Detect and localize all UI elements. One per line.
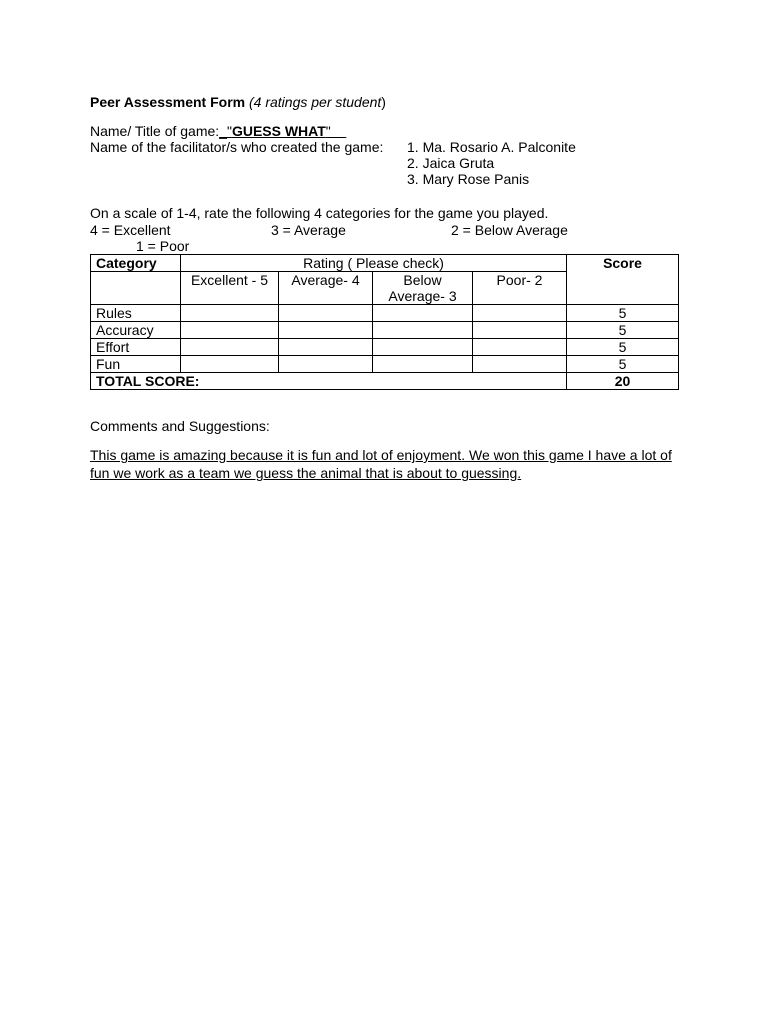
header-score: Score xyxy=(567,255,679,305)
facilitator-2: 2. Jaica Gruta xyxy=(407,155,495,171)
rating-table xyxy=(90,254,679,390)
row-score: 5 xyxy=(567,305,679,322)
rating-cell-below-average[interactable] xyxy=(373,339,473,356)
rating-cell-poor[interactable] xyxy=(473,322,567,339)
form-title-note: (4 ratings per student xyxy=(249,94,382,110)
total-row xyxy=(91,373,679,390)
row-category: Effort xyxy=(91,339,181,356)
row-category: Fun xyxy=(91,356,181,373)
game-title-value xyxy=(219,123,346,139)
rating-cell-excellent[interactable] xyxy=(181,305,279,322)
rating-cell-average[interactable] xyxy=(279,339,373,356)
rating-cell-excellent[interactable] xyxy=(181,356,279,373)
row-score: 5 xyxy=(567,339,679,356)
rating-cell-poor[interactable] xyxy=(473,356,567,373)
scale-level-poor: 1 = Poor xyxy=(136,238,190,254)
rating-cell-poor[interactable] xyxy=(473,339,567,356)
subheader-average: Average- 4 xyxy=(279,272,373,305)
rating-cell-below-average[interactable] xyxy=(373,305,473,322)
total-label: TOTAL SCORE: xyxy=(91,373,567,390)
form-title-line xyxy=(90,94,386,111)
row-category: Rules xyxy=(91,305,181,322)
rating-cell-average[interactable] xyxy=(279,356,373,373)
comments-text: This game is amazing because it is fun and lot of enjoyment. We won this game I have a lot of fun we work as a team we guess the animal that is about to guessing. xyxy=(90,447,672,481)
rating-cell-average[interactable] xyxy=(279,322,373,339)
game-title-suffix: " xyxy=(325,123,347,139)
row-category: Accuracy xyxy=(91,322,181,339)
rating-cell-poor[interactable] xyxy=(473,305,567,322)
subheader-below-average: Below Average- 3 xyxy=(373,272,473,305)
table-row xyxy=(91,356,679,373)
comments-label: Comments and Suggestions: xyxy=(90,418,270,434)
table-row xyxy=(91,339,679,356)
total-value: 20 xyxy=(567,373,679,390)
table-row xyxy=(91,305,679,322)
facilitator-3: 3. Mary Rose Panis xyxy=(407,171,530,187)
table-header-row xyxy=(91,255,679,272)
scale-level-excellent: 4 = Excellent xyxy=(90,222,171,238)
rating-cell-below-average[interactable] xyxy=(373,356,473,373)
game-title-label: Name/ Title of game: xyxy=(90,123,220,139)
rating-cell-below-average[interactable] xyxy=(373,322,473,339)
game-title-line xyxy=(90,123,346,140)
game-title-prefix: _" xyxy=(219,123,232,139)
subheader-poor: Poor- 2 xyxy=(473,272,567,305)
header-rating: Rating ( Please check) xyxy=(181,255,567,272)
subheader-empty xyxy=(91,272,181,305)
table-row xyxy=(91,322,679,339)
form-title: Peer Assessment Form xyxy=(90,94,246,110)
subheader-excellent: Excellent - 5 xyxy=(181,272,279,305)
rating-cell-excellent[interactable] xyxy=(181,339,279,356)
form-title-note-close: ) xyxy=(381,94,386,110)
header-category: Category xyxy=(91,255,181,272)
row-score: 5 xyxy=(567,322,679,339)
rating-cell-excellent[interactable] xyxy=(181,322,279,339)
scale-level-average: 3 = Average xyxy=(271,222,346,238)
facilitator-1: 1. Ma. Rosario A. Palconite xyxy=(407,139,576,155)
game-title-name: GUESS WHAT xyxy=(231,123,326,139)
row-score: 5 xyxy=(567,356,679,373)
facilitator-label: Name of the facilitator/s who created the game: xyxy=(90,139,384,155)
scale-instruction: On a scale of 1-4, rate the following 4 categories for the game you played. xyxy=(90,205,549,221)
scale-level-below-average: 2 = Below Average xyxy=(451,222,568,238)
rating-cell-average[interactable] xyxy=(279,305,373,322)
